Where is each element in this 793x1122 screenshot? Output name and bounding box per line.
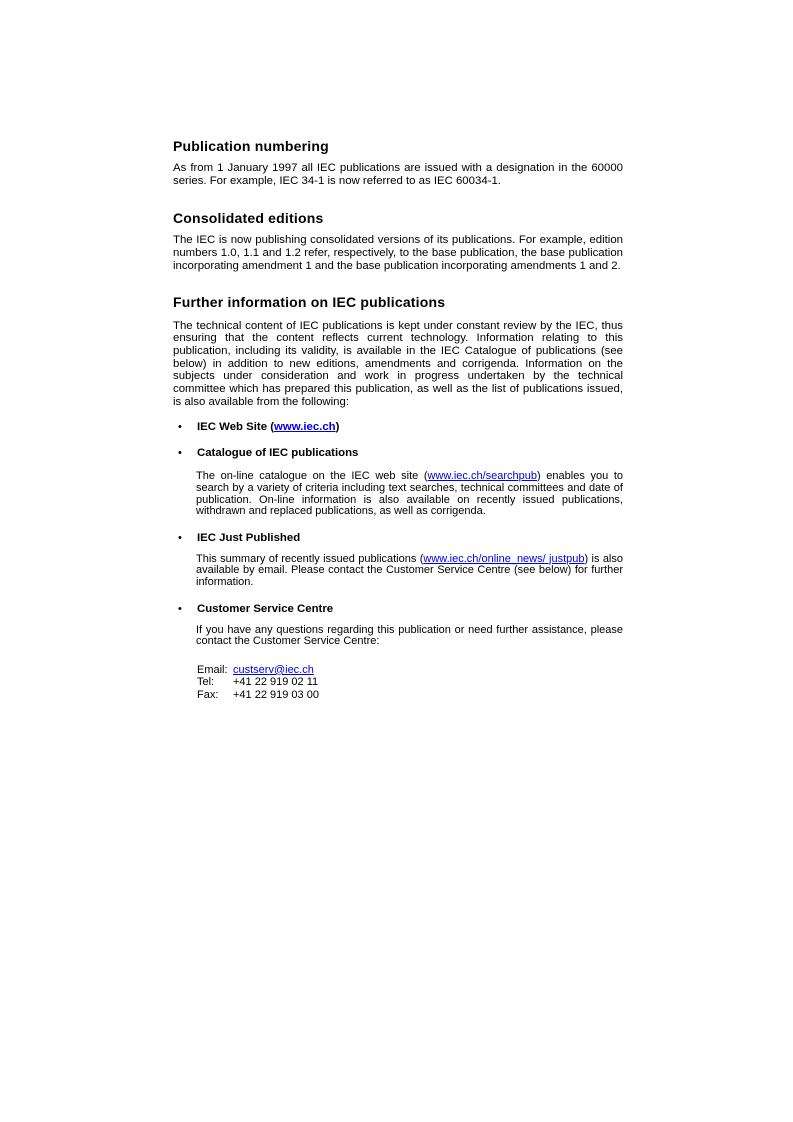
paragraph-text-suffix: ) enables you to search by a variety of criteria including text searches, technical committees and date of publication. On-line information is also available on recently issued publications, withdrawn and replaced publications, as well as corrigenda.	[196, 470, 623, 518]
content-column	[173, 138, 623, 702]
bullet-label-suffix: )	[335, 421, 340, 434]
link-justpub[interactable]: www.iec.ch/online_news/ justpub	[423, 552, 585, 565]
section-heading-consolidated-editions: Consolidated editions	[173, 210, 324, 227]
bullet-item-catalogue	[173, 447, 623, 460]
paragraph-text-prefix: This summary of recently issued publications (	[196, 552, 424, 565]
bullet-label-prefix: IEC Web Site (	[197, 421, 275, 434]
link-searchpub[interactable]: www.iec.ch/searchpub	[427, 470, 537, 483]
bullet-list	[173, 421, 623, 647]
contact-fax-row	[197, 689, 623, 702]
section-heading-publication-numbering: Publication numbering	[173, 138, 329, 154]
contact-tel-row	[197, 676, 623, 689]
paragraph-just-published	[173, 554, 623, 589]
contact-email-row	[197, 664, 623, 677]
contact-block	[173, 664, 623, 702]
bullet-label: Catalogue of IEC publications	[197, 447, 359, 460]
paragraph-text-suffix: ) is also available by email. Please contact the Customer Service Centre (see below) for further information.	[196, 552, 623, 588]
bullet-item-iec-web-site	[173, 421, 623, 434]
paragraph-catalogue	[173, 471, 623, 517]
paragraph-customer-service: If you have any questions regarding this publication or need further assistance, please contact the Customer Service Centre:	[196, 623, 623, 648]
tel-label: Tel:	[197, 676, 215, 689]
link-email[interactable]: custserv@iec.ch	[233, 663, 314, 676]
bullet-item-customer-service	[173, 603, 623, 616]
bullet-icon: •	[178, 602, 182, 615]
bullet-item-just-published	[173, 532, 623, 545]
paragraph-publication-numbering: As from 1 January 1997 all IEC publications are issued with a designation in the 60000 series. For example, IEC 34-1 is now referred to as IEC 60034-1.	[173, 162, 623, 187]
bullet-label: IEC Just Published	[197, 531, 301, 544]
fax-label: Fax:	[197, 689, 219, 702]
section-heading-further-information: Further information on IEC publications	[173, 293, 446, 310]
tel-value: +41 22 919 02 11	[233, 676, 319, 689]
bullet-label: Customer Service Centre	[197, 602, 334, 615]
link-iec-web-site[interactable]: www.iec.ch	[274, 421, 336, 434]
email-label: Email:	[197, 663, 228, 676]
bullet-icon: •	[178, 531, 182, 544]
paragraph-text-prefix: The on-line catalogue on the IEC web site (	[196, 470, 428, 483]
paragraph-further-information: The technical content of IEC publications is kept under constant review by the IEC, thus ensuring that the content reflects current technology. Information relating to this publication, including its validity, is available in the IEC Catalogue of publications (see below) in addition to new editions, amendments and corrigenda. Information on the subjects under consideration and work in progress undertaken by the technical committee which has prepared this publication, as well as the list of publications issued, is also available from the following:	[173, 319, 623, 408]
bullet-icon: •	[178, 421, 182, 434]
bullet-icon: •	[178, 447, 182, 460]
paragraph-consolidated-editions: The IEC is now publishing consolidated versions of its publications. For example, edition numbers 1.0, 1.1 and 1.2 refer, respectively, to the base publication, the base publication incorporating amendment 1 and the base publication incorporating amendments 1 and 2.	[173, 234, 623, 272]
fax-value: +41 22 919 03 00	[233, 689, 319, 702]
